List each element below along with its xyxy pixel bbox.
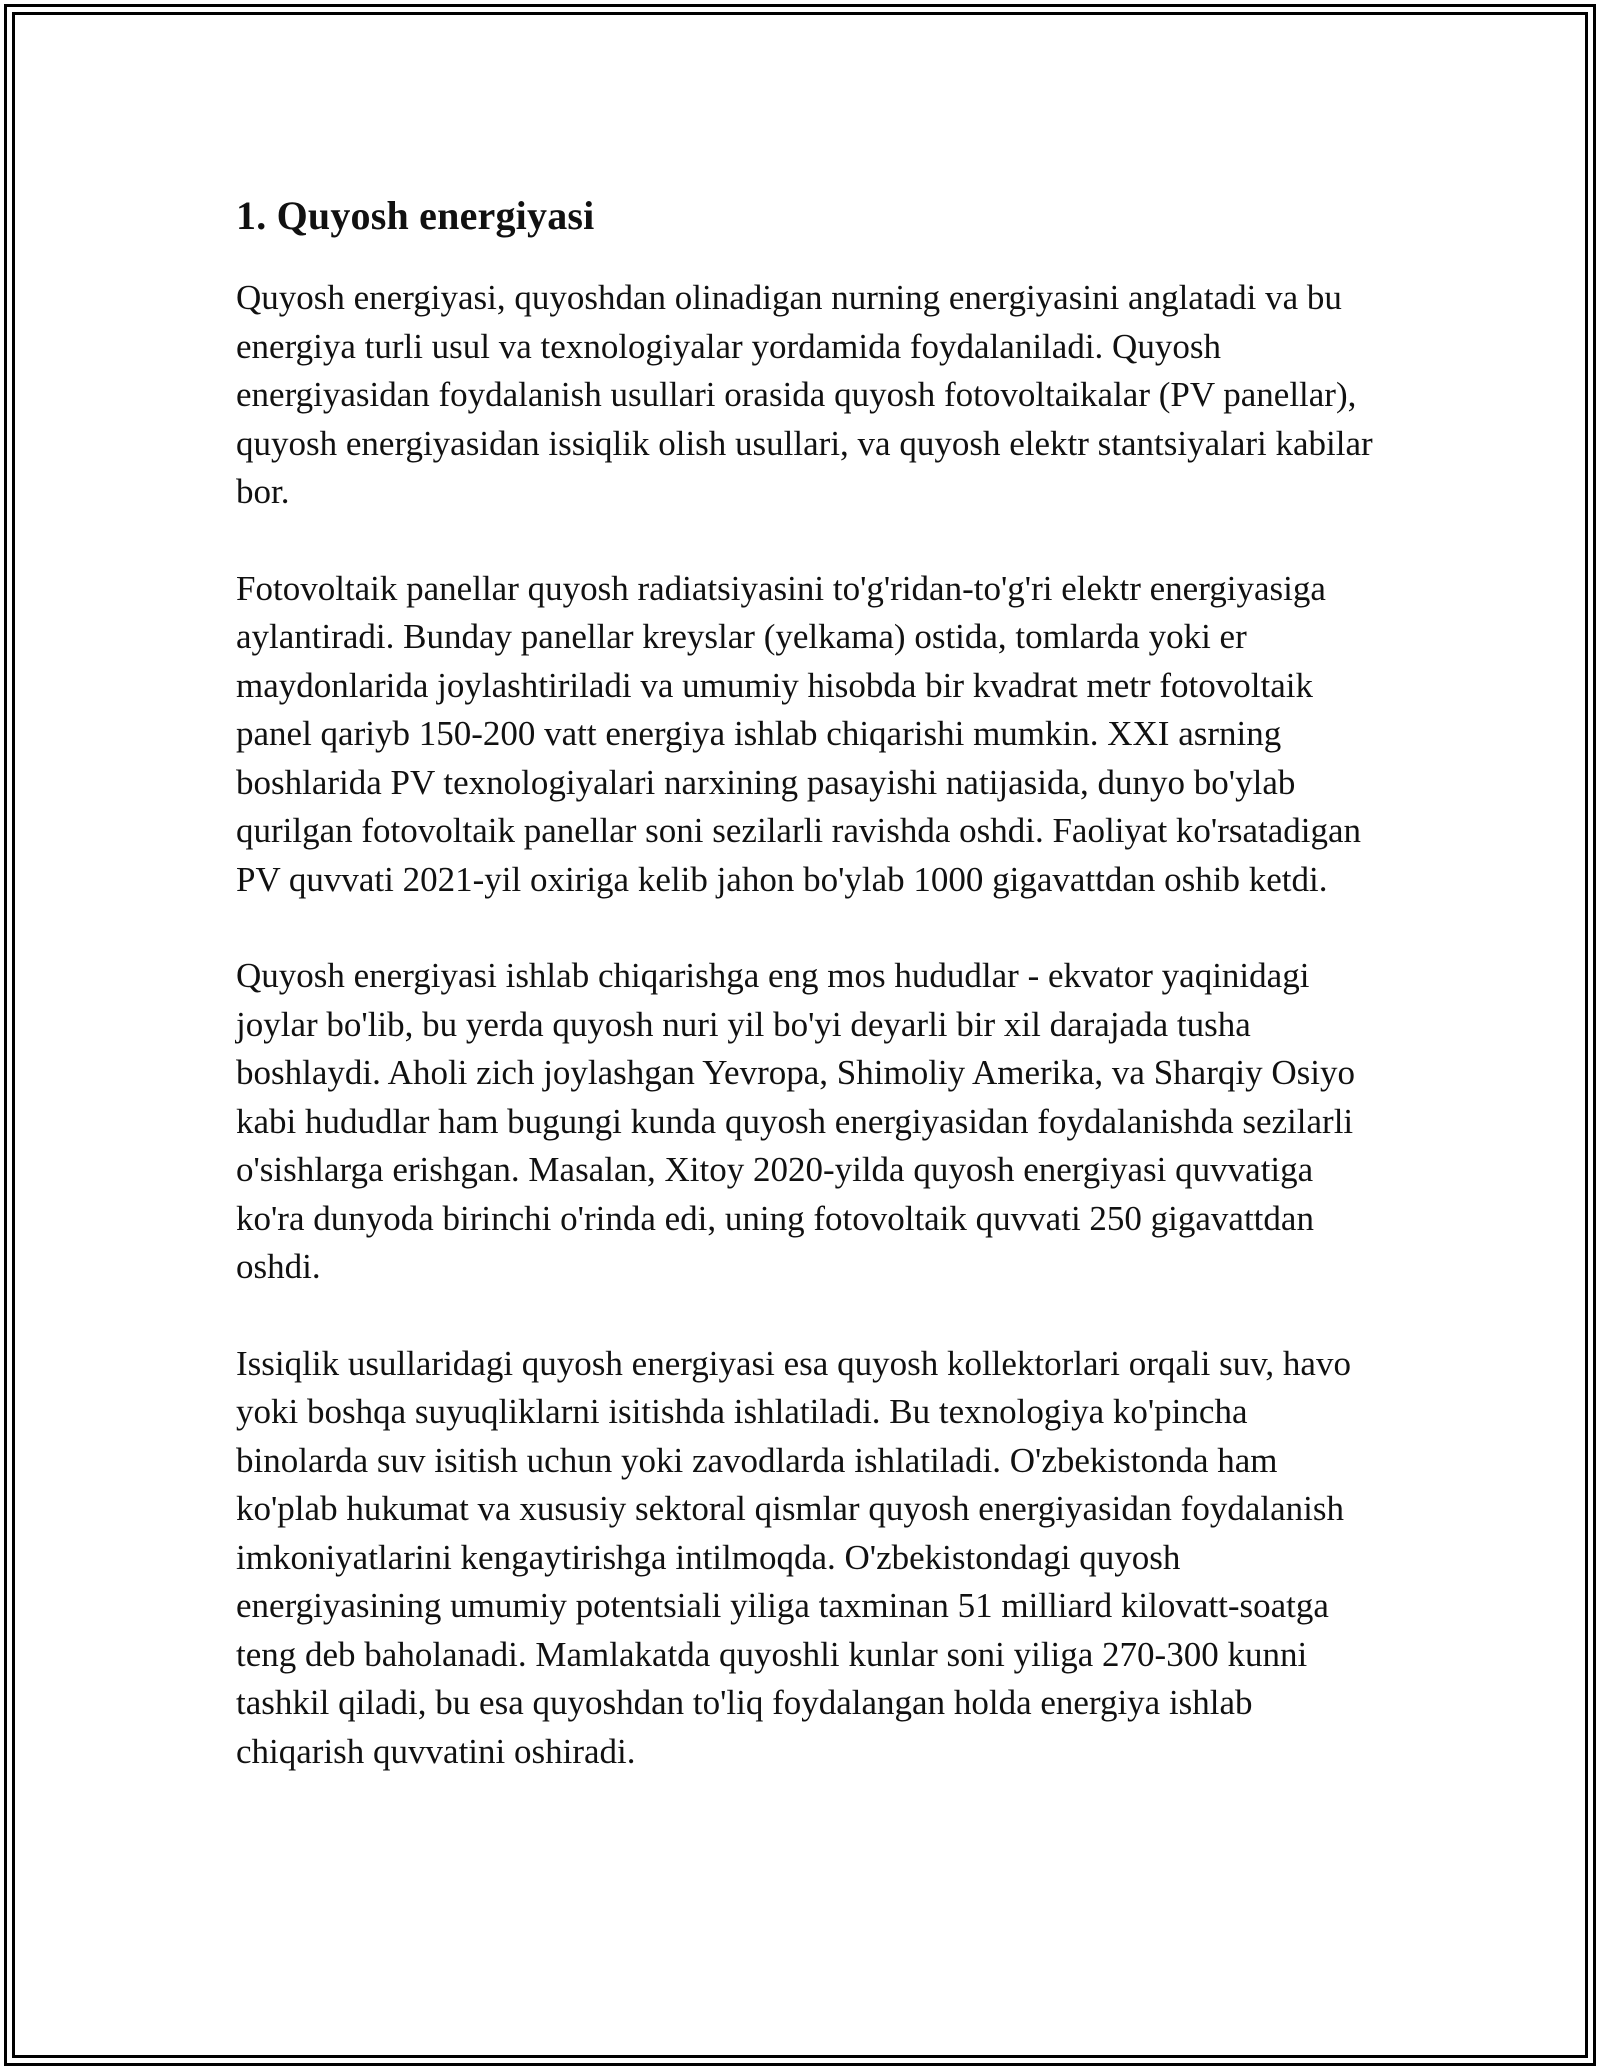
document-body xyxy=(236,184,1386,1824)
paragraph-intro: Quyosh energiyasi, quyoshdan olinadigan nurning energiyasini anglatadi va bu energiya turli usul va texnologiyalar yordamida foydalaniladi. Quyosh energiyasidan foydalanish usullari orasida quyosh fotovoltaikalar (PV panellar), quyosh energiyasidan issiqlik olish usullari, va quyosh elektr stantsiyalari kabilar bor. xyxy=(236,278,1373,511)
paragraph-thermal: Issiqlik usullaridagi quyosh energiyasi esa quyosh kollektorlari orqali suv, havo yoki boshqa suyuqliklarni isitishda ishlatiladi. Bu texnologiya ko'pincha binolarda suv isitish uchun yoki zavodlarda ishlatiladi. O'zbekistonda ham ko'plab hukumat va xususiy sektoral qismlar quyosh energiyasidan foydalanish imkoniyatlarini kengaytirishga intilmoqda. O'zbekistondagi quyosh energiyasining umumiy potentsiali yiliga taxminan 51 milliard kilovatt-soatga teng deb baholanadi. Mamlakatda quyoshli kunlar soni yiliga 270-300 kunni tashkil qiladi, bu esa quyoshdan to'liq foydalangan holda energiya ishlab chiqarish quvvatini oshiradi. xyxy=(236,1343,1351,1771)
section-heading: 1. Quyosh energiyasi xyxy=(236,193,595,238)
paragraph-photovoltaic: Fotovoltaik panellar quyosh radiatsiyasini to'g'ridan-to'g'ri elektr energiyasiga aylantiradi. Bunday panellar kreyslar (yelkama) ostida, tomlarda yoki er maydonlarida joylashtiriladi va umumiy hisobda bir kvadrat metr fotovoltaik panel qariyb 150-200 vatt energiya ishlab chiqarishi mumkin. XXI asrning boshlarida PV texnologiyalari narxining pasayishi natijasida, dunyo bo'ylab qurilgan fotovoltaik panellar soni sezilarli ravishda oshdi. Faoliyat ko'rsatadigan PV quvvati 2021-yil oxiriga kelib jahon bo'ylab 1000 gigavattdan oshib ketdi. xyxy=(236,568,1362,899)
paragraph-regions: Quyosh energiyasi ishlab chiqarishga eng mos hududlar - ekvator yaqinidagi joylar bo'lib, bu yerda quyosh nuri yil bo'yi deyarli bir xil darajada tusha boshlaydi. Aholi zich joylashgan Yevropa, Shimoliy Amerika, va Sharqiy Osiyo kabi hududlar ham bugungi kunda quyosh energiyasidan foydalanishda sezilarli o'sishlarga erishgan. Masalan, Xitoy 2020-yilda quyosh energiyasi quvvatiga ko'ra dunyoda birinchi o'rinda edi, uning fotovoltaik quvvati 250 gigavattdan oshdi. xyxy=(236,956,1355,1286)
